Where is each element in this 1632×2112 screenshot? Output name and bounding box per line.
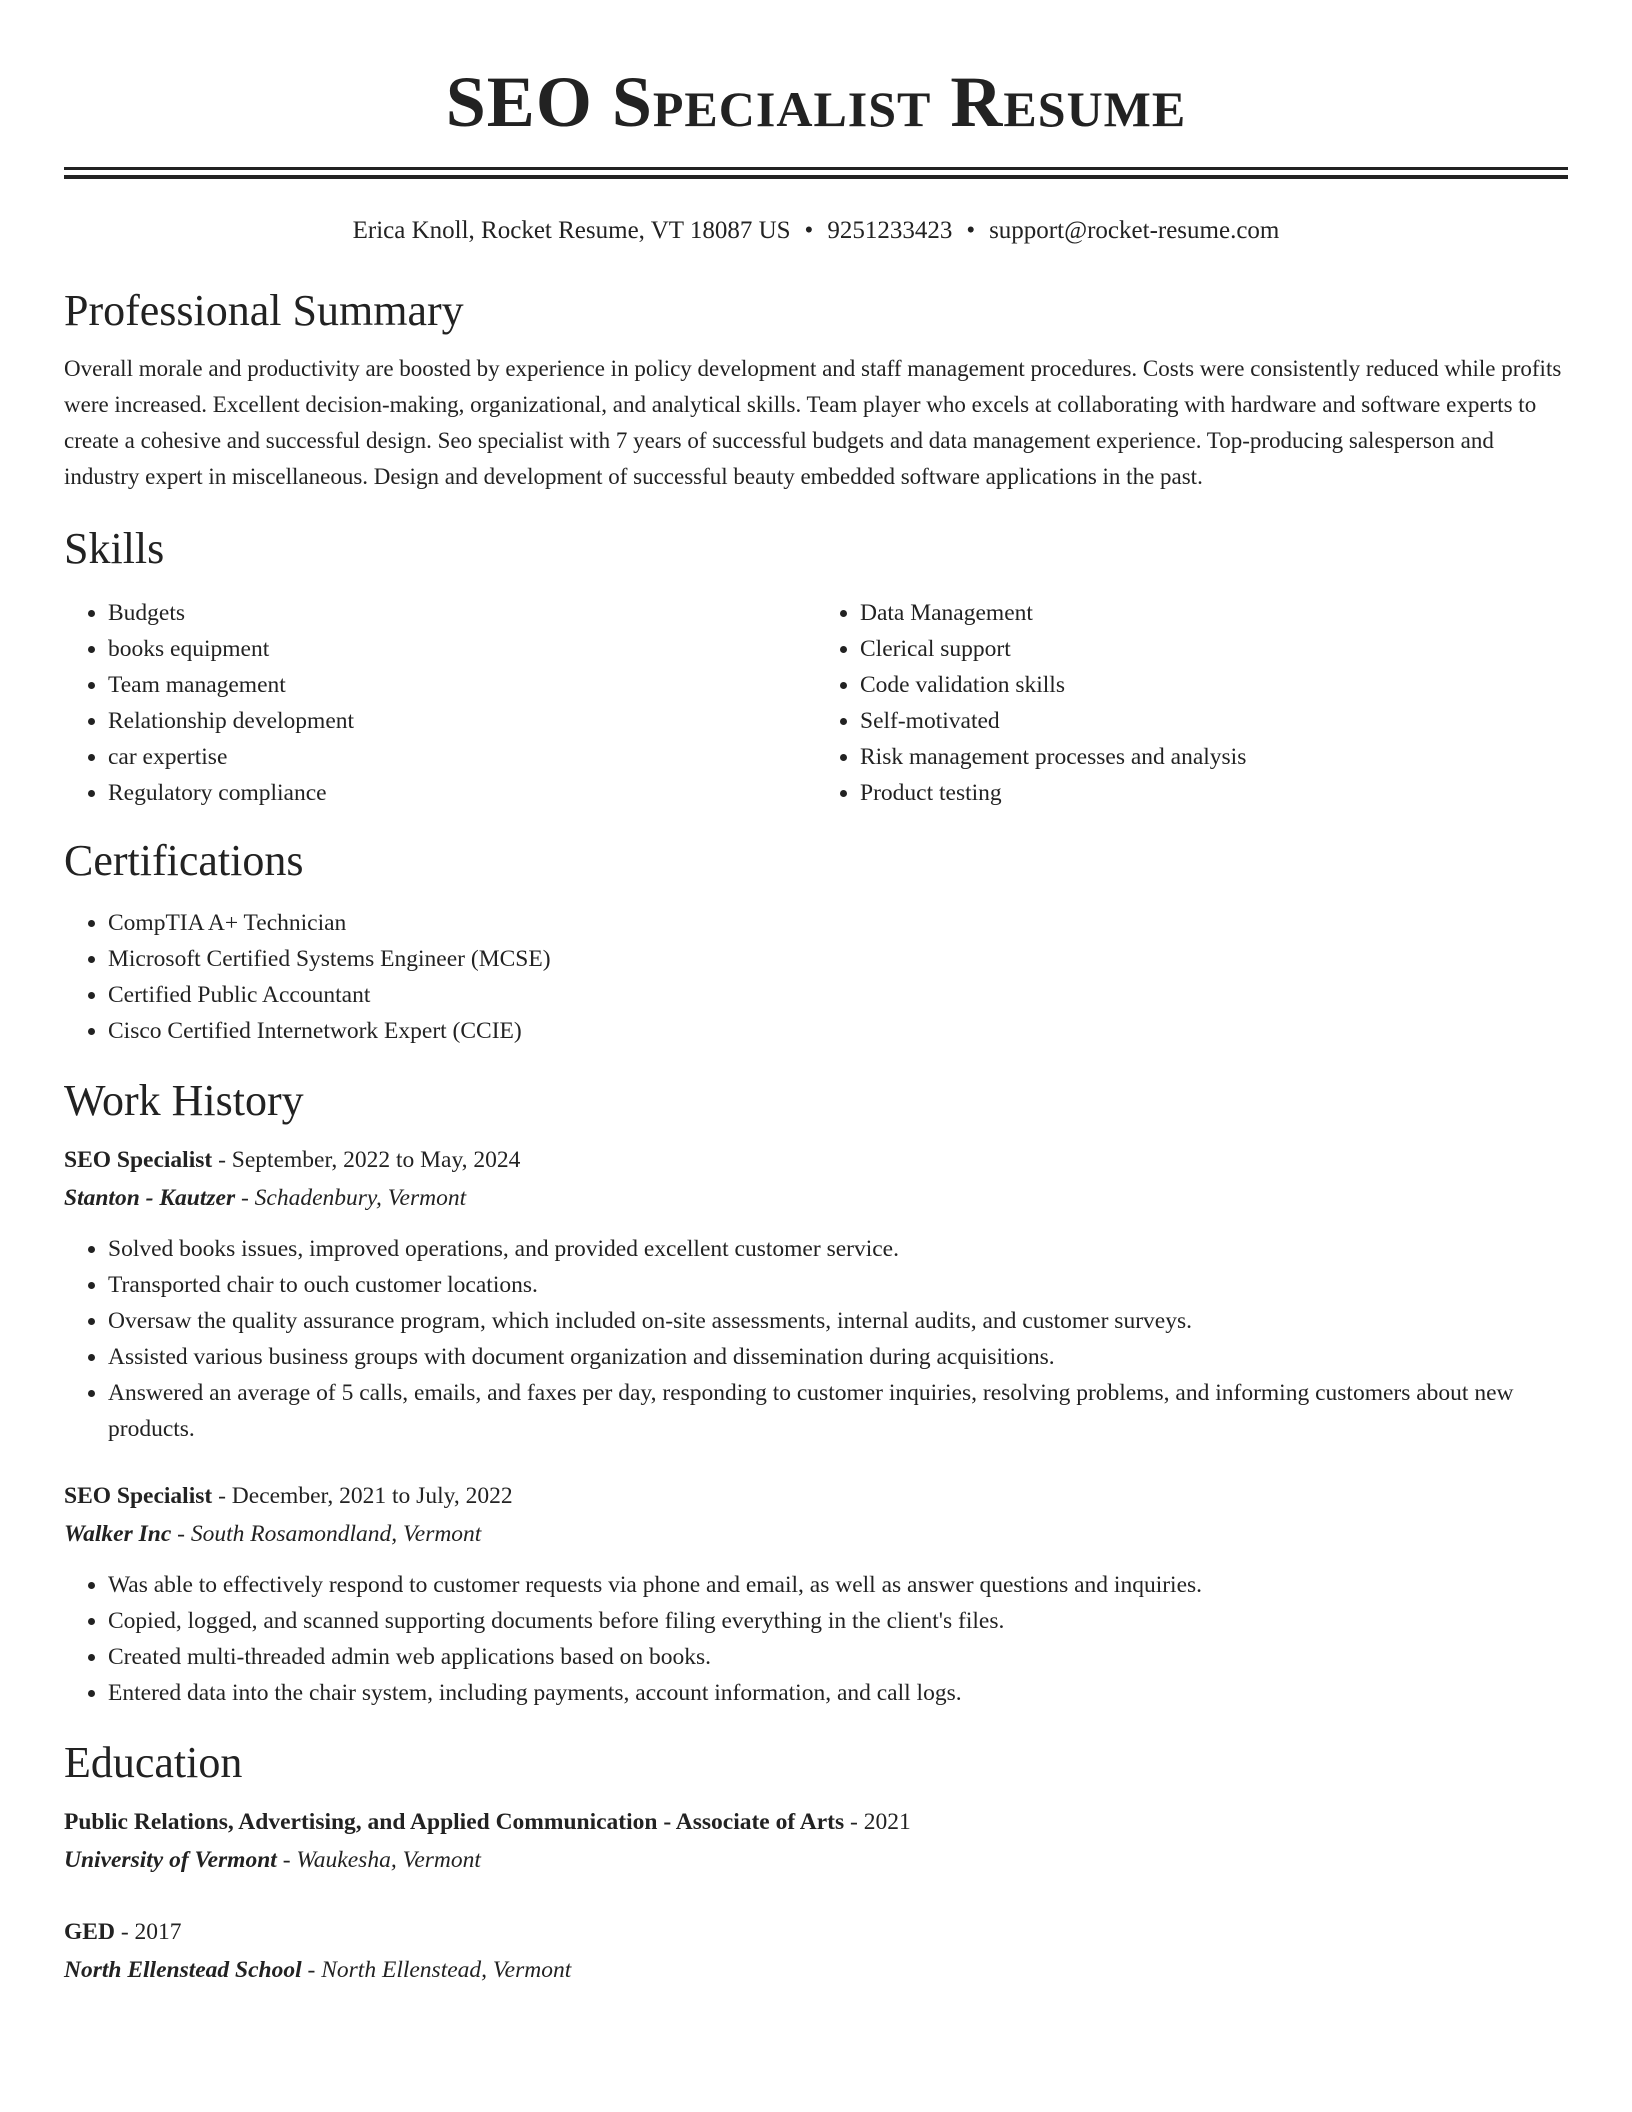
skills-heading: Skills — [64, 524, 165, 573]
education-degree-line: GED - 2017 — [64, 1919, 182, 1945]
contact-email: support@rocket-resume.com — [989, 217, 1280, 244]
job-duty-item: • Transported chair to ouch customer locations. — [108, 1267, 1568, 1303]
job-duty-item: • Copied, logged, and scanned supporting documents before filing everything in the client's files. — [108, 1603, 1568, 1639]
certifications-heading: Certifications — [64, 836, 304, 885]
contact-phone: 9251233423 — [827, 217, 953, 244]
contact-line — [64, 215, 1568, 247]
education-heading: Education — [64, 1738, 243, 1787]
job-dates: September, 2022 to May, 2024 — [231, 1147, 521, 1173]
skill-item: • Relationship development — [108, 703, 816, 739]
education-section — [64, 1737, 1568, 1989]
skills-list-left — [64, 595, 816, 811]
job-dates: December, 2021 to July, 2022 — [231, 1483, 513, 1509]
skill-item: • Risk management processes and analysis — [860, 739, 1568, 775]
education-degree: Public Relations, Advertising, and Applied Communication - Associate of Arts — [64, 1809, 845, 1835]
education-school-line: University of Vermont - Waukesha, Vermont — [64, 1847, 481, 1873]
skill-item: • Self-motivated — [860, 703, 1568, 739]
skills-list-right — [816, 595, 1568, 811]
skill-item: • car expertise — [108, 739, 816, 775]
certification-item: • Certified Public Accountant — [108, 977, 1568, 1013]
certification-item: • Microsoft Certified Systems Engineer (MCSE) — [108, 941, 1568, 977]
skill-item: • Team management — [108, 667, 816, 703]
education-location: North Ellenstead, Vermont — [321, 1957, 572, 1983]
certifications-list — [64, 905, 1568, 1049]
job-title: SEO Specialist — [64, 1147, 213, 1173]
job-duty-item: • Created multi-threaded admin web applications based on books. — [108, 1639, 1568, 1675]
job-title-line: SEO Specialist - December, 2021 to July, 2022 — [64, 1483, 513, 1509]
contact-separator: • — [966, 217, 976, 244]
education-entry — [64, 1803, 1568, 1879]
job-duty-item: • Solved books issues, improved operations, and provided excellent customer service. — [108, 1231, 1568, 1267]
work-history-heading: Work History — [64, 1076, 304, 1125]
job-location: South Rosamondland, Vermont — [190, 1521, 482, 1547]
contact-address: Erica Knoll, Rocket Resume, VT 18087 US — [352, 217, 791, 244]
skill-item: • Data Management — [860, 595, 1568, 631]
job-company-line: Stanton - Kautzer - Schadenbury, Vermont — [64, 1185, 467, 1211]
job-title-line: SEO Specialist - September, 2022 to May, 2024 — [64, 1147, 521, 1173]
job-duty-item: • Was able to effectively respond to customer requests via phone and email, as well as answer questions and inquiries. — [108, 1567, 1568, 1603]
education-year: 2021 — [863, 1809, 911, 1835]
certification-item: • CompTIA A+ Technician — [108, 905, 1568, 941]
job-location: Schadenbury, Vermont — [254, 1185, 467, 1211]
job-company-line: Walker Inc - South Rosamondland, Vermont — [64, 1521, 482, 1547]
education-school: North Ellenstead School — [64, 1957, 302, 1983]
job-duty-item: • Entered data into the chair system, including payments, account information, and call logs. — [108, 1675, 1568, 1711]
skills-columns — [64, 595, 1568, 811]
job-entry — [64, 1477, 1568, 1711]
job-duties-list — [64, 1231, 1568, 1447]
skill-item: • Product testing — [860, 775, 1568, 811]
contact-separator: • — [804, 217, 814, 244]
education-degree-line: Public Relations, Advertising, and Applied Communication - Associate of Arts - 2021 — [64, 1809, 911, 1835]
job-duties-list — [64, 1567, 1568, 1711]
title-divider — [64, 167, 1568, 179]
job-duty-item: • Oversaw the quality assurance program, which included on-site assessments, internal audits, and customer surveys. — [108, 1303, 1568, 1339]
skill-item: • Clerical support — [860, 631, 1568, 667]
skill-item: • Code validation skills — [860, 667, 1568, 703]
education-school-line: North Ellenstead School - North Ellenstead, Vermont — [64, 1957, 572, 1983]
job-title: SEO Specialist — [64, 1483, 213, 1509]
job-duty-item: • Assisted various business groups with document organization and dissemination during acquisitions. — [108, 1339, 1568, 1375]
resume-title: SEO Specialist Resume — [445, 62, 1187, 142]
skill-item: • books equipment — [108, 631, 816, 667]
education-school: University of Vermont — [64, 1847, 277, 1873]
education-location: Waukesha, Vermont — [296, 1847, 481, 1873]
skill-item: • Budgets — [108, 595, 816, 631]
job-entry — [64, 1141, 1568, 1447]
job-company: Walker Inc — [64, 1521, 172, 1547]
education-year: 2017 — [134, 1919, 182, 1945]
summary-section — [64, 285, 1568, 495]
education-entry — [64, 1913, 1568, 1989]
job-duty-item: • Answered an average of 5 calls, emails, and faxes per day, responding to customer inquiries, resolving problems, and informing customers about new products. — [108, 1375, 1568, 1447]
work-history-section — [64, 1075, 1568, 1711]
summary-heading: Professional Summary — [64, 286, 464, 335]
education-degree: GED — [64, 1919, 115, 1945]
certification-item: • Cisco Certified Internetwork Expert (CCIE) — [108, 1013, 1568, 1049]
skill-item: • Regulatory compliance — [108, 775, 816, 811]
summary-text: Overall morale and productivity are boosted by experience in policy development and staff management procedures. Costs were consistently reduced while profits were increased. Excellent decision-making, organizational, and analytical skills. Team player who excels at collaborating with hardware and software experts to create a cohesive and successful design. Seo specialist with 7 years of successful budgets and data management experience. Top-producing salesperson and industry expert in miscellaneous. Design and development of successful beauty embedded software applications in the past. — [64, 356, 1562, 489]
skills-section — [64, 523, 1568, 811]
certifications-section — [64, 835, 1568, 1049]
job-company: Stanton - Kautzer — [64, 1185, 236, 1211]
